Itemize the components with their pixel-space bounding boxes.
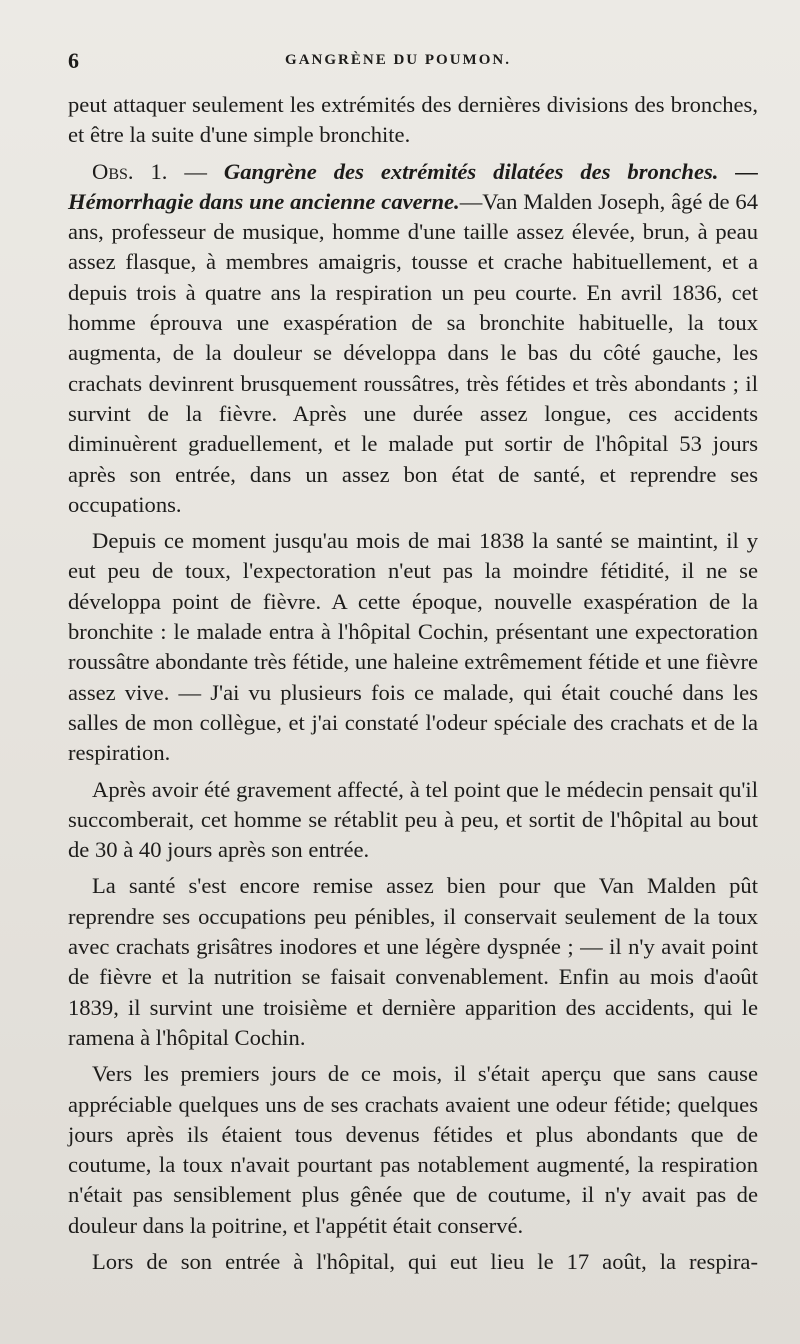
observation-text: —Van Malden Joseph, âgé de 64 ans, professeur de musique, homme d'une taille assez élevée, brun, à peau assez flasque, à membres amaigris, tousse et crache habituellement, et a depuis trois à quatre ans la respiration un peu courte. En avril 1836, cet homme éprouva une exaspération de sa bronchite habituelle, la toux augmenta, de la douleur se développa dans le bas du côté gauche, les crachats devinrent brusquement roussâtres, très fétides et très abondants ; il survint de la fièvre. Après une durée assez longue, ces accidents diminuèrent graduellement, et le malade put sortir de l'hôpital 53 jours après son entrée, dans un assez bon état de santé, et reprendre ses occupations. <box>68 188 758 517</box>
paragraph-5: La santé s'est encore remise assez bien pour que Van Malden pût reprendre ses occupations peu pénibles, il conservait seulement de la toux avec crachats grisâtres inodores et une légère dyspnée ; — il n'y avait point de fièvre et la nutrition se faisait convenablement. Enfin au mois d'août 1839, il survint une troisième et dernière apparition des accidents, qui le ramena à l'hôpital Cochin. <box>68 873 758 1050</box>
page-number: 6 <box>68 48 79 73</box>
running-title: GANGRÈNE DU POUMON. <box>285 52 511 68</box>
observation-title: Gangrène des extrémités dilatées des bronches. — Hémorrhagie dans une ancienne caverne. <box>68 158 758 214</box>
paragraph-observation <box>68 157 758 521</box>
paragraph-continuation: peut attaquer seulement les extrémités des dernières divisions des bronches, et être la suite d'une simple bronchite. <box>68 92 758 148</box>
page-header <box>68 48 728 72</box>
paragraph-7: Lors de son entrée à l'hôpital, qui eut lieu le 17 août, la respira- <box>92 1248 758 1274</box>
paragraph-6: Vers les premiers jours de ce mois, il s'était aperçu que sans cause appréciable quelques uns de ses crachats avaient une odeur fétide; quelques jours après ils étaient tous devenus fétides et plus abondants que de coutume, la toux n'avait pourtant pas notablement augmenté, la respiration n'était pas sensiblement plus gênée que de coutume, il n'y avait pas de douleur dans la poitrine, et l'appétit était conservé. <box>68 1061 758 1238</box>
paragraph-4: Après avoir été gravement affecté, à tel point que le médecin pensait qu'il succomberait, cet homme se rétablit peu à peu, et sortit de l'hôpital au bout de 30 à 40 jours après son entrée. <box>68 776 758 863</box>
observation-label: Obs. 1. — <box>92 158 224 184</box>
body-text <box>68 90 758 1283</box>
paragraph-3: Depuis ce moment jusqu'au mois de mai 1838 la santé se maintint, il y eut peu de toux, l'expectoration n'eut pas la moindre fétidité, il ne se développa point de fièvre. A cette époque, nouvelle exaspération de la bronchite : le malade entra à l'hôpital Cochin, présentant une expectoration roussâtre abondante très fétide, une haleine extrêmement fétide et une fièvre assez vive. — J'ai vu plusieurs fois ce malade, qui était couché dans les salles de mon collègue, et j'ai constaté l'odeur spéciale des crachats et de la respiration. <box>68 528 758 766</box>
